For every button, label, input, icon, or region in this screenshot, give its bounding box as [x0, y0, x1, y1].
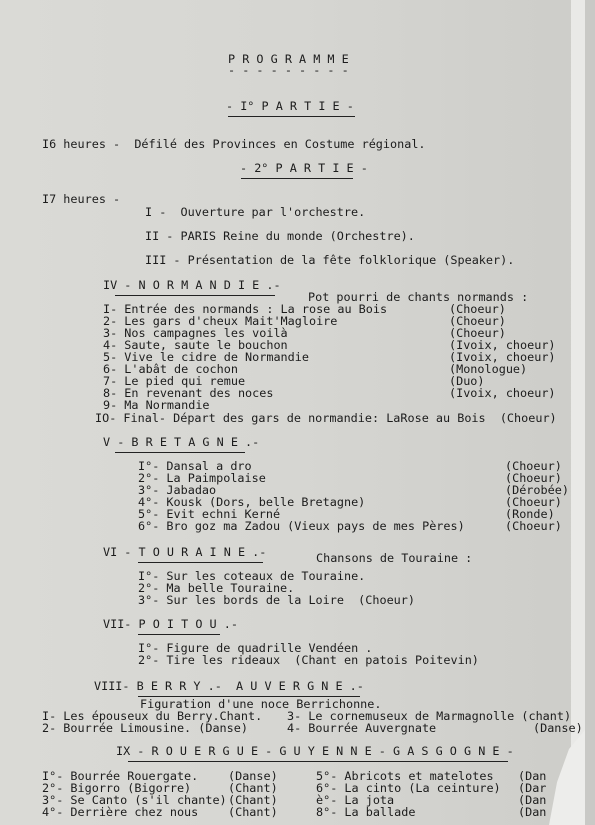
schedule-16h: I6 heures - Défilé des Provinces en Costume régional.	[42, 137, 426, 151]
list-item: 4°- Kousk (Dors, belle Bretagne)	[138, 495, 366, 509]
page-edge	[571, 0, 585, 825]
list-item-type: (Dan	[518, 805, 547, 819]
bretagne-rule	[115, 452, 245, 453]
list-item: 5- Vive le cidre de Normandie	[103, 350, 309, 364]
rouergue-rule	[128, 761, 508, 762]
list-item-type: (Chant)	[228, 805, 278, 819]
schedule-item: I - Ouverture par l'orchestre.	[145, 205, 366, 219]
list-item: 8- En revenant des noces	[103, 386, 274, 400]
list-item-type: (Dérobée)	[505, 483, 569, 497]
list-item: I°- Sur les coteaux de Touraine.	[138, 569, 366, 583]
list-item: 3°- Se Canto (s'il chante)	[42, 793, 227, 807]
touraine-title: VI - T O U R A I N E .-	[103, 545, 267, 559]
part2-heading: - 2° P A R T I E -	[240, 161, 368, 175]
list-item-type: (Ivoix, choeur)	[449, 338, 556, 352]
list-item-type: (Chant)	[228, 793, 278, 807]
part1-heading: - I° P A R T I E -	[226, 99, 354, 113]
list-item-type: (Choeur)	[449, 302, 506, 316]
list-item-type: (Dar	[518, 781, 547, 795]
rouergue-title: IX - R O U E R G U E - G U Y E N N E - G A S G O G N E -	[116, 744, 514, 758]
list-item: 3°- Sur les bords de la Loire (Choeur)	[138, 593, 415, 607]
list-item: 4°- Derrière chez nous	[42, 805, 199, 819]
list-item: 3°- Jabadao	[138, 483, 217, 497]
normandie-subtitle: Pot pourri de chants normands :	[308, 290, 529, 304]
poitou-rule	[138, 634, 220, 635]
list-item-type: (Ivoix, choeur)	[449, 386, 556, 400]
list-item: 7- Le pied qui remue	[103, 374, 246, 388]
list-item: 6- L'abât de cochon	[103, 362, 238, 376]
list-item: 2- Bourrée Limousine. (Danse)	[42, 721, 248, 735]
list-item-type: (Choeur)	[505, 459, 562, 473]
list-item-type: (Danse)	[228, 769, 278, 783]
normandie-title: IV - N O R M A N D I E .-	[103, 278, 281, 292]
list-item: 2°- Tire les rideaux (Chant en patois Poitevin)	[138, 653, 479, 667]
normandie-rule	[115, 295, 275, 296]
list-item: 5°- Evit echni Kerné	[138, 507, 281, 521]
list-item-type: (Dan	[518, 793, 547, 807]
poitou-title: VII- P O I T O U .-	[103, 617, 238, 631]
list-item-type: (Choeur)	[505, 471, 562, 485]
list-item: è°- La jota	[316, 793, 395, 807]
list-item: I- Entrée des normands : La rose au Bois	[103, 302, 388, 316]
list-item: 3- Le cornemuseux de Marmagnolle (chant)	[287, 709, 572, 723]
list-item-type: (Ivoix, choeur)	[449, 350, 556, 364]
berry-title: VIII- B E R R Y .- A U V E R G N E .-	[94, 679, 364, 693]
list-item: I- Les épouseux du Berry.Chant.	[42, 709, 263, 723]
programme-dashes: - - - - - - - - -	[228, 63, 349, 77]
berry-subtitle: Figuration d'une noce Berrichonne.	[140, 697, 382, 711]
list-item-type: (Choeur)	[449, 326, 506, 340]
list-item: 3- Nos campagnes les voilà	[103, 326, 288, 340]
schedule-17h: I7 heures -	[42, 192, 121, 206]
list-item-type: (Monologue)	[449, 362, 528, 376]
list-item-type: (Choeur)	[449, 314, 506, 328]
list-item-type: (Dan	[518, 769, 547, 783]
schedule-item: II - PARIS Reine du monde (Orchestre).	[145, 229, 415, 243]
list-item: 9- Ma Normandie	[103, 398, 210, 412]
list-item: 6°- Bro goz ma Zadou (Vieux pays de mes Pères)	[138, 519, 465, 533]
list-item: 8°- La ballade	[316, 805, 416, 819]
list-item-type: (Duo)	[449, 374, 485, 388]
list-item: 4- Bourrée Auvergnate	[287, 721, 437, 735]
programme-title: P R O G R A M M E	[228, 52, 349, 66]
list-item: 2- Les gars d'cheux Mait'Magloire	[103, 314, 338, 328]
list-item: 6°- La cinto (La ceinture)	[316, 781, 501, 795]
list-item-type: (Danse)	[533, 721, 583, 735]
list-item: 4- Saute, saute le bouchon	[103, 338, 288, 352]
touraine-subtitle: Chansons de Touraine :	[316, 551, 473, 565]
bretagne-title: V - B R E T A G N E .-	[103, 435, 260, 449]
part1-rule	[228, 116, 355, 117]
list-item: I°- Dansal a dro	[138, 459, 252, 473]
list-item: I°- Figure de quadrille Vendéen .	[138, 641, 373, 655]
list-item-type: (Choeur)	[505, 519, 562, 533]
list-item: 5°- Abricots et matelotes	[316, 769, 494, 783]
normandie-final: IO- Final- Départ des gars de normandie: LaRose au Bois (Choeur)	[95, 411, 557, 425]
list-item: 2°- Bigorro (Bigorre)	[42, 781, 192, 795]
list-item: 2°- La Paimpolaise	[138, 471, 266, 485]
schedule-item: III - Présentation de la fête folklorique (Speaker).	[145, 253, 515, 267]
list-item-type: (Choeur)	[505, 495, 562, 509]
torn-corner	[545, 730, 585, 825]
list-item-type: (Chant)	[228, 781, 278, 795]
touraine-rule	[138, 562, 263, 563]
list-item-type: (Ronde)	[505, 507, 555, 521]
list-item: I°- Bourrée Rouergate.	[42, 769, 199, 783]
list-item: 2°- Ma belle Touraine.	[138, 581, 295, 595]
part2-rule	[241, 178, 353, 179]
